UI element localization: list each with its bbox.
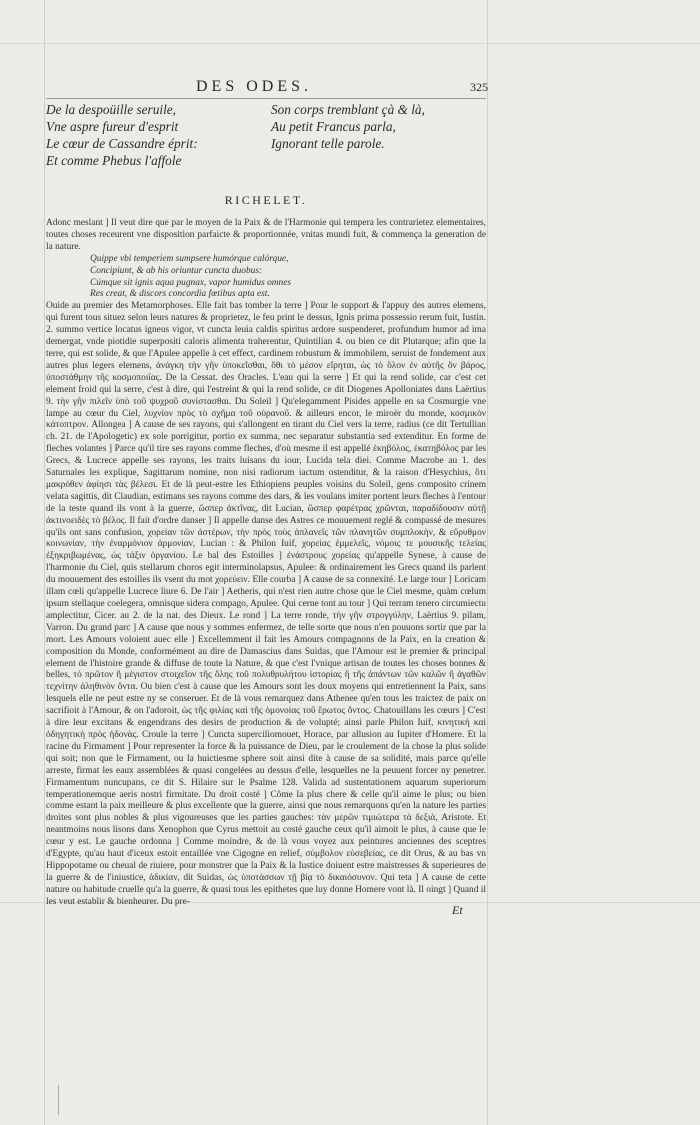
verse-line: Et comme Phebus l'affole (46, 153, 182, 168)
catchword: Et (452, 903, 463, 917)
verse-column-left (46, 101, 198, 169)
margin-mark (58, 1085, 59, 1115)
latin-quotation (46, 254, 486, 302)
commentary-paragraph: Ouide au premier des Metamorphoses. Elle fait bas tomber la terre ] Pour le support & l'appuy des autres elemens, qui furent tous situez selon leurs natures & proprietez, le feu print le dessus, Ignis prima possessio rerum fuit, Iustin. 2. summo vertice locatus igneus vigor, vt cuncta leuia caldis spiritus ardore suspenderet, profundum humor ad ima demergat, vnde piotidie superpositi caloris alimenta traherentur, Quintilian 4. ou bien ce dit Plutarque; afin que la terre, qui est solide, & que l'Apulee appelle à cet effect, cardinem robustum & immobilem, seruist de fondement aux autres plus legers elemens, ἀνάγκη τὴν γῆν ὑποκεῖσθαι, ὅθι τὸ μέσον εἴρηται, ὡς τὸ ὅλον ἐν αὐτῆς ὂν βάρος, ὑποστάθμην τῆς κοσμοποιΐας. De la Cessat. des Oracles. L'eau qui la serre ] Et qui la rend solide, car c'est cet element froid qui la serre, c'est à dire, qui l'estreint & qui la rend solide, ce dit Diogenes Apolloniates dans Laërtius 9. τὴν γῆν πιλεῖν ὑπὸ τοῦ ψυχροῦ συνίστασθαι. Du Soleil ] Qu'elegamment Pisides appelle en sa Cosmurgie vne lampe au cœur du Ciel, λυχνίον πρὸς τὸ σχῆμα τοῦ οὐρανοῦ. & ailleurs encor, le miroër du monde, κοσμικὸν κάτοπτρον. Allongea ] A cause de ses rayons, qui s'allongent en tirant du Ciel vers la terre, radius (ce dit Tertullian ch. 21. de l'Apologetic) ex sole porrigitur, portio ex summa, nec separatur substantia sed extenditur. En forme de fleches volantes ] Parce qu'il tire ses rayons comme fleches, d'où mesme il est appellé ἑκηβόλος, ἑκατηβόλος par les Grecs, & Lucrece appelle ses rayons, les traits luisans du iour, Lucida tela diei. Comme Macrobe au 1. des Saturnales les explique, Sagittarum nomine, non nisi radiorum iactum ostenditur, & la raison d'Hesychius, ὅτι μακρόθεν ἀφίησι τὰς βέλεσι. Et de là peut-estre les Ethiopiens peuples voisins du Soleil, gens composito crinem velata sagittis, dit Claudian, estimans ses rayons comme des dars, & les voulans imiter portent leurs fleches à l'entour de la teste quand ils vont à la guerre, ὥσπερ ἀκτῖνας, dit Lucian, ὥσπερ φαρέτρας χρῶνται, παραδίδουσιν αὐτῇ ἀκτινοειδὲς τὸ βέλος. Il fait d'ordre danser ] Il appelle danse des Astres ce mouuement reglé & compassé de mesures qu'ils ont sans confusion, χορείαν τῶν ἀστέρων, τὴν πρὸς τοὺς ἀπλανεῖς τῶν πλανητῶν συμπλοκὴν, & εὔρυθμον κοινωνίαν, τὴν ἐναρμόνιον ἁρμονίαν, Lucian : & Philon Iuif, χορείας ἐμμελεῖς, νόμοις τε μουσικῆς τελείας ἐξηκριβωμένας, ὡς τάξιν ὀργανίου. Le bal des Estoilles ] ἐνάστρους χορείας qu'appelle Synese, à cause de l'harmonie du Ciel, quis stellarum choros egit interminolapsus, Apulee: & ordinairement les Grecs quand ils parlent du mouuement des estoilles ils vsent du mot χορεύειν. Elle courba ] A cause de sa connexité. Le large tour ] Loricam illam cœli qu'appelle Lucrece liure 6. De l'air ] Aetheris, qui n'est rien autre chose que le Ciel mesme, quàm cœlum ipsum stellaque coelegera, omnisque sidera compago, Apulee. Qui cerne tont au tour ] Qui terram tenero circumiectu amplectitur, Cicer. au 2. de la nat. des Dieux. Le rond ] La terre ronde, τὴν γῆν στρογγύλην, Laërtius 9. pilam, Varron. Du grand parc ] A cause que nous y sommes enfermez, de telle sorte que nous n'en pouuons sortir que par la mort. Les Amours voloient auec elle ] Excellemment il fait les Amours compagnons de la Paix, en la creation & composition du Monde, conformément au dire de Damascius dans Suidas, que l'Amour est le premier & principal element de l'histoire grande & diffuse de toute la Nature, & que c'est l'vnique artisan de toutes les choses bonnes & belles, τὸ πρῶτον ἢ μέγιστον στοιχεῖον τῆς ὅλης τοῦ πολυθρυλήτου ἱστορίας ἢ τῆς ἁπάντων τῶν καλῶν ἢ ἀγαθῶν τεχνίτην ἀληθινὸν ὄντα. Ou bien c'est à cause que les Amours sont les doux moyens qui entretiennent la Paix, sans lesquels elle ne peut estre ny se conseruer. Et de là vous remarquez dans Athenee qu'en tous les traictez de paix on sacrifioit à l'Amour, & on l'adoroit, ὡς τῆς φιλίας καὶ τῆς ὁμονοίας τοῦ ἔρωτος ὄντος. Chatouillans les cœurs ] C'est à dire leur excitans & engendrans des desirs de production & de volupté; ainsi parle Philon Iuif, κινητικὴ καὶ ὁδηγητικὴ πρὸς ἡδονὰς. Croule la terre ] Cuncta superciliomouet, Horace, par allusion au Iupiter d'Homere. Et la racine du Firmament ] Pour representer la force & la puissance de Dieu, par le croulement de la chose la plus solide qui soit; non que le Firmament, ou la huictiesme sphere soit ainsi dite à cause de sa solidité, mais parce qu'elle arreste, firmat les eaux assemblées & quasi congelées au dessus d'elle, lesquelles ne la peuuent forcer ny penetrer. Firmamentum nuncupans, ce dit S. Hilaire sur le Psalme 128. Valida ad sustentationem aquarum superiorum temperationemque aeris nostri firmitate. Du droit costé ] Côme la plus chere & celle qu'il aime le plus; ou bien comme estant la paix meilleure & plus excellente que la guerre, ainsi que nous remarquons qu'en la nature les parties droites sont plus nobles & plus vigoureuses que les parties gauches: τὰν μερῶν τιμιώτερα τὰ δεξιὰ, Aristote. Et neantmoins nous lisons dans Xenophon que Cyrus mettoit au costé gauche ceux qu'il aimoit le plus, à cause que le cœur y est. Le gauche ordonna ] Comme moindre, & de là vous voyez aux peintures anciennes des sceptres d'Egypte, qu'au haut d'iceux estoit entaillée vne Cigogne en relief, σύμβολον εὐσεβείας, ce dit Orus, & au bas vn Hippopotame ou cheual de riuiere, pour monstrer que la Paix & la Iustice doiuent estre maistresses & superieures de la guerre & de l'iniustice, ἀδικίαν, dit Suidas, ὡς ὑποτάσσων τῇ βίᾳ τὸ δικαιόσυνον. Qui teta ] A cause de cette nature ou habitude cruelle qu'a la guerre, & quasi tous les epithetes que luy donne Homere vont là. Il oingt ] Quand il les veut establir & bienheurer. Du pre- (46, 301, 486, 907)
quote-line: Res creat, & discors concordia fœtibus apta est. (90, 289, 270, 300)
verse-line: Ignorant telle parole. (271, 136, 385, 151)
verse-line: Au petit Francus parla, (271, 119, 396, 134)
commentary-title: RICHELET. (224, 193, 308, 207)
commentary-text (46, 218, 486, 907)
quote-line: Concipiunt, & ab his oriuntur cuncta duobus: (90, 265, 263, 276)
commentary-paragraph: Adonc meslant ] Il veut dire que par le moyen de la Paix & de l'Harmonie qui tempera les contrarietez elementaires, toutes choses receurent vne disposition parfaicte & proportionnée, vnitas mundi fuit, & commença la generation de la nature. (46, 218, 486, 252)
scan-border-line (0, 43, 700, 44)
verse-column-right (271, 101, 425, 152)
quote-line: Quippe vbi temperiem sumpsere humórque calórque, (90, 253, 289, 264)
scan-border-line (487, 0, 488, 1125)
running-head: DES ODES. (196, 78, 313, 95)
scan-border-line (44, 0, 45, 1125)
verse-line: De la despoüille seruile, (46, 102, 176, 117)
verse-line: Vne aspre fureur d'esprit (46, 119, 179, 134)
quote-line: Cúmque sit ignis aqua pugnax, vapor humidus omnes (90, 277, 292, 288)
verse-line: Son corps tremblant çà & là, (271, 102, 425, 117)
verse-line: Le cœur de Cassandre éprit: (46, 136, 198, 151)
page-header (46, 78, 486, 99)
page-number: 325 (470, 80, 488, 94)
